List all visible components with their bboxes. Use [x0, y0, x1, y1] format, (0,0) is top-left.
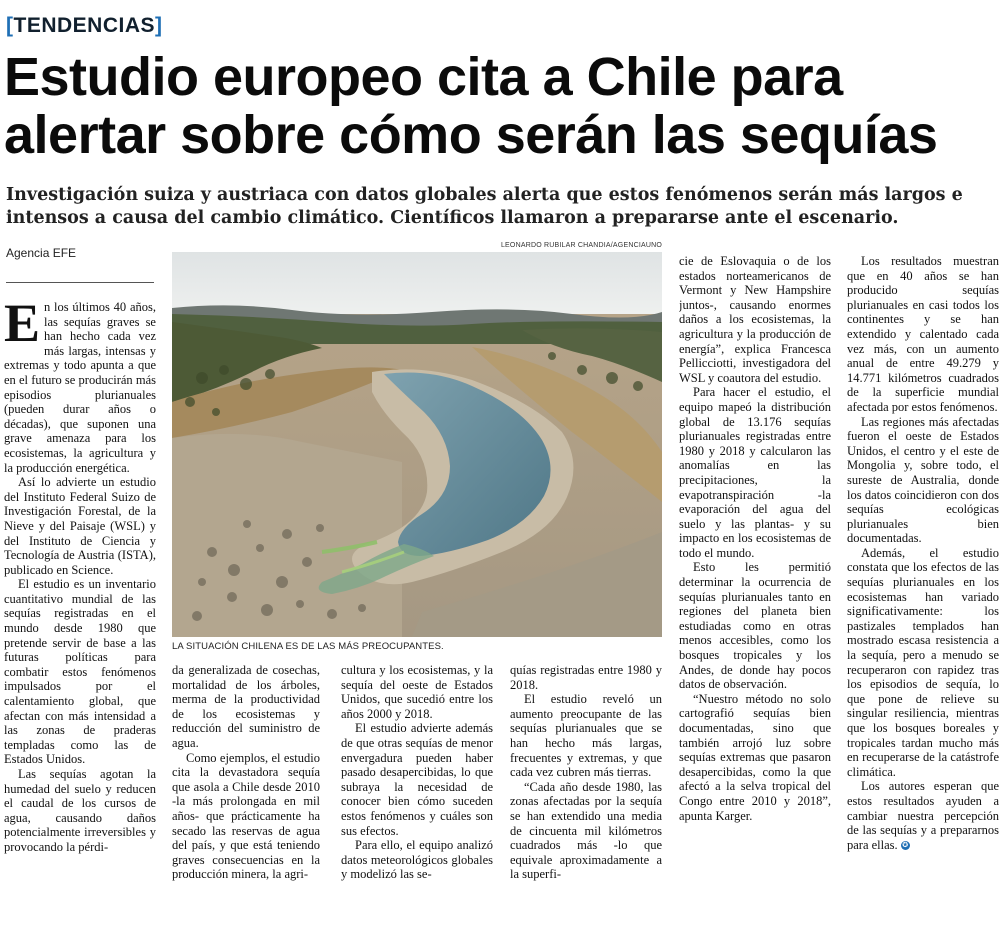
- article-column-1: [4, 300, 156, 928]
- kicker-label: TENDENCIAS: [13, 14, 156, 37]
- kicker-open-bracket: [: [6, 14, 14, 37]
- paragraph: Esto les permitió determinar la ocurrencia de sequías plurianuales tanto en regiones del planeta bien estudiadas como en otras menos accesibles, como los bosques tropicales y los Andes, de donde hay pocos datos de observación.: [679, 560, 831, 692]
- photo-credit: LEONARDO RUBILAR CHANDIA/AGENCIAUNO: [500, 242, 662, 249]
- paragraph: Además, el estudio constata que los efectos de las sequías plurianuales en los ecosistemas han variado significativamente: los pastizales templados han mostrado escasa resistencia a la sequía, pero a menudo se recuperaron con rapidez tras los episodios de sequía, lo que pone de relieve su singular resiliencia, mientras que los bosques boreales y tropicales tardan mucho más en recuperarse de la catástrofe climática.: [847, 545, 999, 779]
- end-mark-icon: ✪: [902, 841, 909, 850]
- paragraph: Los resultados muestran que en 40 años se han producido sequías plurianuales en casi todos los continentes y se han extendido y calentado cada vez más, con un aumento anual de entre 49.279 y 14.771 kilómetros cuadrados de la superficie mundial afectada por estos fenómenos.: [847, 254, 999, 414]
- article-column-6: [847, 254, 999, 928]
- paragraph: Como ejemplos, el estudio cita la devastadora sequía que asola a Chile desde 2010 -la más prolongada en mil años- que prácticamente ha secado las reservas de agua del país, y que está teniendo graves consecuencias en la producción minera, la agri-: [172, 750, 320, 882]
- headline: Estudio europeo cita a Chile para alertar sobre cómo serán las sequías: [4, 47, 938, 165]
- paragraph: Las sequías agotan la humedad del suelo y reducen el caudal de los cursos de agua, causando daños potencialmente irreversibles y provocando la pérdi-: [4, 767, 156, 854]
- byline: Agencia EFE: [6, 246, 77, 260]
- paragraph-last-text: Los autores esperan que estos resultados ayuden a cambiar nuestra percepción de las sequías y a prepararnos para ellas.: [847, 779, 999, 852]
- reservoir-photo-illustration: [172, 252, 662, 637]
- deck: Investigación suiza y austriaca con datos globales alerta que estos fenómenos serán más largos e intensos a causa del cambio climático. Científicos llamaron a prepararse ante el escenario.: [6, 185, 963, 228]
- paragraph: El estudio advierte además de que otras sequías de menor envergadura pueden haber pasado desapercibidas, lo que subraya la necesidad de conocer bien cómo suceden estos fenómenos y cuáles son sus efectos.: [341, 721, 493, 838]
- paragraph: “Cada año desde 1980, las zonas afectadas por la sequía se han extendido una media de cincuenta mil kilómetros cuadrados más -lo que equivale aproximadamente a la superfi-: [510, 779, 662, 882]
- paragraph: da generalizada de cosechas, mortalidad de los árboles, merma de la productividad de los ecosistemas y reducción del suministro de agua.: [172, 663, 320, 750]
- byline-rule: [6, 282, 154, 283]
- paragraph-last: [847, 779, 999, 852]
- paragraph-1-text: n los últimos 40 años, las sequías graves se han hecho cada vez más largas, intensas y extremas y todo apunta a que en el futuro se producirán más episodios plurianuales (pueden durar años o décadas), que suponen una grave amenaza para los ecosistemas, la agricultura y la producción energética.: [4, 300, 156, 475]
- paragraph: quías registradas entre 1980 y 2018.: [510, 663, 662, 692]
- kicker-close-bracket: ]: [155, 14, 163, 37]
- article-column-2: [172, 663, 320, 928]
- paragraph: Así lo advierte un estudio del Instituto Federal Suizo de Investigación Forestal, de la Nieve y del Paisaje (WSL) y del Instituto de Ciencia y Tecnología de Austria (ISTA), publicado en Science.: [4, 475, 156, 577]
- article-column-4: [510, 663, 662, 928]
- paragraph: cie de Eslovaquia o de los estados norteamericanos de Vermont y New Hampshire juntos-, causando enormes daños a los ecosistemas, la agricultura y la producción de energía”, explica Francesca Pellicciotti, investigadora del WSL y coautora del estudio.: [679, 254, 831, 385]
- reservoir-photo: [172, 252, 662, 637]
- photo-caption: LA SITUACIÓN CHILENA ES DE LAS MÁS PREOCUPANTES.: [172, 641, 444, 652]
- paragraph: El estudio reveló un aumento preocupante de las sequías plurianuales que se han hecho más largas, frecuentes y extremas, y que cada vez cubren más tierras.: [510, 692, 662, 780]
- article-column-3: [341, 663, 493, 928]
- paragraph: Las regiones más afectadas fueron el oeste de Estados Unidos, el centro y el este de Mongolia y, sobre todo, el sureste de Australia, donde los datos coincidieron con dos sequías ecológicas plurianuales bien documentadas.: [847, 414, 999, 546]
- paragraph: cultura y los ecosistemas, y la sequía del oeste de Estados Unidos, que sucedió entre los años 2000 y 2018.: [341, 663, 493, 721]
- paragraph: El estudio es un inventario cuantitativo mundial de las sequías registradas en el mundo desde 1980 que pretende servir de base a las futuras políticas para combatir estos fenómenos impulsados por el calentamiento global, que afectan con más intensidad a las zonas de praderas templadas como las de Estados Unidos.: [4, 577, 156, 767]
- section-kicker: [6, 14, 163, 38]
- paragraph: Para ello, el equipo analizó datos meteorológicos globales y modelizó las se-: [341, 838, 493, 882]
- paragraph: “Nuestro método no solo cartografió sequías bien documentadas, sino que también arrojó luz sobre sequías extremas que pasaron desapercibidas, como la que afectó a la selva tropical del Congo entre 2010 y 2018”, apunta Karger.: [679, 691, 831, 823]
- article-column-5: [679, 254, 831, 928]
- paragraph: Para hacer el estudio, el equipo mapeó la distribución global de 13.176 sequías plurianuales registradas entre 1980 y 2018 y calcularon las anomalías en las precipitaciones, la evapotranspiración -la evaporación del agua del suelo y las plantas- y su impacto en los ecosistemas de todo el mundo.: [679, 385, 831, 560]
- drop-cap: E: [4, 300, 41, 353]
- paragraph-1: [4, 300, 156, 475]
